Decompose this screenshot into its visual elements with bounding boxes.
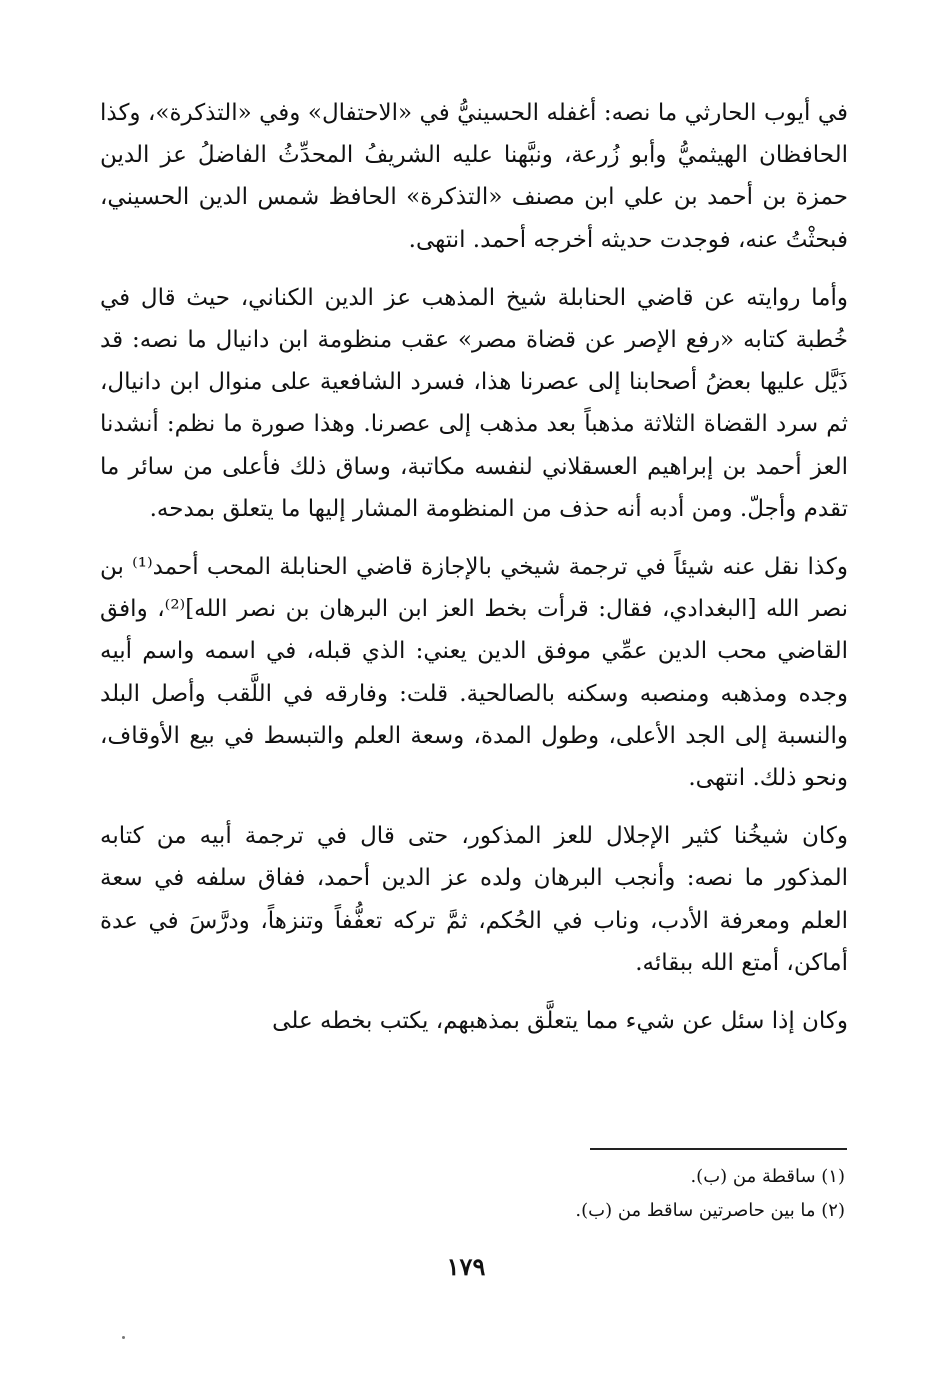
footnote-separator: [590, 1148, 847, 1150]
footnote-2: (٢) ما بين حاصرتين ساقط من (ب).: [575, 1200, 845, 1221]
paragraph-3: وكذا نقل عنه شيئاً في ترجمة شيخي بالإجازة قاضي الحنابلة المحب أحمد⁽¹⁾ بن نصر الله [البغدادي، فقال: قرأت بخط العز ابن البرهان بن نصر الله]⁽²⁾، وافق القاضي محب الدين عمِّي موفق الدين يعني: الذي قبله، في اسمه واسم أبيه وجده ومذهبه ومنصبه وسكنه بالصالحية. قلت: وفارقه في اللَّقب وأصل البلد والنسبة إلى الجد الأعلى، وطول المدة، وسعة العلم والتبسط في بيع الأوقاف، ونحو ذلك. انتهى.: [100, 554, 848, 792]
paragraph-1: في أيوب الحارثي ما نصه: أغفله الحسينيُّ في «الاحتفال» وفي «التذكرة»، وكذا الحافظان الهيثميُّ وأبو زُرعة، ونبَّهنا عليه الشريفُ المحدِّثُ الفاضلُ عز الدين حمزة بن أحمد بن علي ابن مصنف «التذكرة» الحافظ شمس الدين الحسيني، فبحثْتُ عنه، فوجدت حديثه أخرجه أحمد. انتهى.: [100, 100, 848, 253]
main-text: [100, 92, 848, 1042]
scan-speck: [122, 1336, 125, 1339]
paragraph-5: وكان إذا سئل عن شيء مما يتعلَّق بمذهبهم، يكتب بخطه على: [272, 1008, 848, 1035]
paragraph-4: وكان شيخُنا كثير الإجلال للعز المذكور، حتى قال في ترجمة أبيه من كتابه المذكور ما نصه: وأنجب البرهان ولده عز الدين أحمد، ففاق سلفه في سعة العلم ومعرفة الأدب، وناب في الحُكم، ثمَّ تركه تعفُّفاً وتنزهاً، ودرَّسَ في عدة أماكن، أمتع الله ببقائه.: [100, 823, 848, 976]
footnotes: [420, 1160, 845, 1228]
paragraph-2: وأما روايته عن قاضي الحنابلة شيخ المذهب عز الدين الكناني، حيث قال في خُطبة كتابه «رفع الإصر عن قضاة مصر» عقب منظومة ابن دانيال ما نصه: قد ذَيَّل عليها بعضُ أصحابنا إلى عصرنا هذا، فسرد الشافعية على منوال ابن دانيال، ثم سرد القضاة الثلاثة مذهباً بعد مذهب إلى عصرنا. وهذا صورة ما نظم: أنشدنا العز أحمد بن إبراهيم العسقلاني لنفسه مكاتبة، وساق ذلك فأعلى من سائر ما تقدم وأجلّ. ومن أدبه أنه حذف من المنظومة المشار إليها ما يتعلق بمدحه.: [100, 284, 848, 522]
footnote-1: (١) ساقطة من (ب).: [690, 1166, 845, 1187]
page-number: ١٧٩: [446, 1252, 486, 1281]
